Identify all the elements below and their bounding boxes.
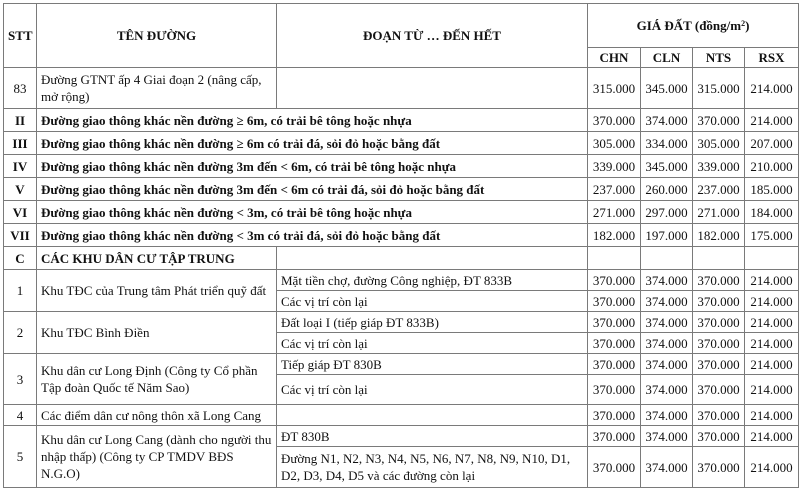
table-row: [4, 270, 799, 291]
value-rsx: 214.000: [745, 405, 799, 426]
value-nts: 370.000: [693, 354, 745, 375]
value-nts: 305.000: [693, 132, 745, 155]
table-row: [4, 405, 799, 426]
row-stt: VI: [4, 201, 37, 224]
header-gia-dat-label: GIÁ ĐẤT (đồng/m: [636, 18, 742, 33]
value-rsx: 214.000: [745, 426, 799, 447]
value-rsx: 214.000: [745, 291, 799, 312]
value-cln: 374.000: [641, 405, 693, 426]
header-rsx: RSX: [745, 48, 799, 68]
row-stt: 3: [4, 354, 37, 405]
value-rsx: 214.000: [745, 333, 799, 354]
value-cln: 374.000: [641, 426, 693, 447]
value-rsx: 214.000: [745, 68, 799, 109]
row-stt: V: [4, 178, 37, 201]
value-nts: 237.000: [693, 178, 745, 201]
row-doan: Đường N1, N2, N3, N4, N5, N6, N7, N8, N9, N10, D1, D2, D3, D4, D5 và các đường còn lại: [277, 447, 588, 488]
value-chn: 370.000: [588, 405, 641, 426]
value-cln: 374.000: [641, 109, 693, 132]
row-stt: II: [4, 109, 37, 132]
row-stt: 83: [4, 68, 37, 109]
value-cln: 374.000: [641, 447, 693, 488]
value-chn: [588, 247, 641, 270]
header-gia-dat-suffix: ): [745, 18, 750, 33]
value-cln: 374.000: [641, 312, 693, 333]
category-row: [4, 109, 799, 132]
row-stt: VII: [4, 224, 37, 247]
category-row: [4, 155, 799, 178]
value-rsx: 214.000: [745, 354, 799, 375]
row-name: Đường giao thông khác nền đường 3m đến < 6m, có trải bê tông hoặc nhựa: [37, 155, 588, 178]
value-chn: 315.000: [588, 68, 641, 109]
table-row: [4, 426, 799, 447]
row-doan: [277, 405, 588, 426]
row-stt: 5: [4, 426, 37, 488]
value-chn: 370.000: [588, 426, 641, 447]
row-name: Đường giao thông khác nền đường ≥ 6m có trải đá, sỏi đỏ hoặc bằng đất: [37, 132, 588, 155]
row-stt: 2: [4, 312, 37, 354]
row-name: Đường giao thông khác nền đường < 3m có trải đá, sỏi đỏ hoặc bằng đất: [37, 224, 588, 247]
row-doan: Tiếp giáp ĐT 830B: [277, 354, 588, 375]
value-rsx: 214.000: [745, 312, 799, 333]
row-name: Đường giao thông khác nền đường 3m đến < 6m có trải đá, sỏi đỏ hoặc bằng đất: [37, 178, 588, 201]
value-chn: 271.000: [588, 201, 641, 224]
value-chn: 370.000: [588, 333, 641, 354]
section-row: [4, 247, 799, 270]
value-nts: 370.000: [693, 426, 745, 447]
value-chn: 237.000: [588, 178, 641, 201]
row-doan: [277, 68, 588, 109]
section-title: CÁC KHU DÂN CƯ TẬP TRUNG: [37, 247, 277, 270]
value-cln: 345.000: [641, 68, 693, 109]
value-cln: [641, 247, 693, 270]
value-nts: [693, 247, 745, 270]
header-nts: NTS: [693, 48, 745, 68]
row-doan: [277, 247, 588, 270]
value-nts: 370.000: [693, 312, 745, 333]
value-chn: 182.000: [588, 224, 641, 247]
value-cln: 374.000: [641, 333, 693, 354]
value-rsx: 214.000: [745, 109, 799, 132]
value-rsx: 210.000: [745, 155, 799, 178]
value-nts: 339.000: [693, 155, 745, 178]
value-nts: 182.000: [693, 224, 745, 247]
row-name: Đường giao thông khác nền đường ≥ 6m, có trải bê tông hoặc nhựa: [37, 109, 588, 132]
value-cln: 374.000: [641, 375, 693, 405]
row-doan: Các vị trí còn lại: [277, 291, 588, 312]
value-rsx: 175.000: [745, 224, 799, 247]
table-row: [4, 68, 799, 109]
header-row: [4, 4, 799, 48]
row-name: Đường GTNT ấp 4 Giai đoạn 2 (nâng cấp, mở rộng): [37, 68, 277, 109]
value-rsx: 214.000: [745, 270, 799, 291]
land-price-table: [3, 3, 799, 488]
value-rsx: 184.000: [745, 201, 799, 224]
row-name: Khu TĐC của Trung tâm Phát triển quỹ đất: [37, 270, 277, 312]
header-ten-duong: TÊN ĐƯỜNG: [37, 4, 277, 68]
value-nts: 370.000: [693, 447, 745, 488]
header-cln: CLN: [641, 48, 693, 68]
category-row: [4, 132, 799, 155]
row-name: Khu TĐC Bình Điền: [37, 312, 277, 354]
value-cln: 197.000: [641, 224, 693, 247]
value-rsx: [745, 247, 799, 270]
value-nts: 370.000: [693, 375, 745, 405]
category-row: [4, 178, 799, 201]
header-stt: STT: [4, 4, 37, 68]
value-cln: 334.000: [641, 132, 693, 155]
value-chn: 370.000: [588, 270, 641, 291]
value-chn: 370.000: [588, 354, 641, 375]
header-gia-dat-sup: 2: [741, 19, 746, 28]
value-rsx: 207.000: [745, 132, 799, 155]
value-rsx: 185.000: [745, 178, 799, 201]
value-cln: 374.000: [641, 354, 693, 375]
value-nts: 370.000: [693, 333, 745, 354]
row-doan: Mặt tiền chợ, đường Công nghiệp, ĐT 833B: [277, 270, 588, 291]
row-stt: 1: [4, 270, 37, 312]
value-chn: 370.000: [588, 109, 641, 132]
value-cln: 297.000: [641, 201, 693, 224]
value-nts: 370.000: [693, 109, 745, 132]
table-row: [4, 312, 799, 333]
header-gia-dat: [588, 4, 799, 48]
value-cln: 374.000: [641, 291, 693, 312]
section-stt: C: [4, 247, 37, 270]
value-rsx: 214.000: [745, 447, 799, 488]
value-nts: 370.000: [693, 270, 745, 291]
row-doan: Các vị trí còn lại: [277, 375, 588, 405]
row-doan: Đất loại I (tiếp giáp ĐT 833B): [277, 312, 588, 333]
value-rsx: 214.000: [745, 375, 799, 405]
row-doan: ĐT 830B: [277, 426, 588, 447]
category-row: [4, 201, 799, 224]
table-row: [4, 354, 799, 375]
header-chn: CHN: [588, 48, 641, 68]
value-chn: 305.000: [588, 132, 641, 155]
value-cln: 374.000: [641, 270, 693, 291]
value-nts: 271.000: [693, 201, 745, 224]
value-cln: 345.000: [641, 155, 693, 178]
value-nts: 370.000: [693, 291, 745, 312]
category-row: [4, 224, 799, 247]
row-doan: Các vị trí còn lại: [277, 333, 588, 354]
value-chn: 339.000: [588, 155, 641, 178]
value-nts: 370.000: [693, 405, 745, 426]
value-chn: 370.000: [588, 312, 641, 333]
row-stt: 4: [4, 405, 37, 426]
row-stt: IV: [4, 155, 37, 178]
value-nts: 315.000: [693, 68, 745, 109]
row-name: Khu dân cư Long Cang (dành cho người thu nhập thấp) (Công ty CP TMDV BĐS N.G.O): [37, 426, 277, 488]
row-name: Khu dân cư Long Định (Công ty Cổ phần Tập đoàn Quốc tế Năm Sao): [37, 354, 277, 405]
value-chn: 370.000: [588, 447, 641, 488]
value-chn: 370.000: [588, 375, 641, 405]
row-name: Đường giao thông khác nền đường < 3m, có trải bê tông hoặc nhựa: [37, 201, 588, 224]
value-chn: 370.000: [588, 291, 641, 312]
row-stt: III: [4, 132, 37, 155]
value-cln: 260.000: [641, 178, 693, 201]
row-name: Các điểm dân cư nông thôn xã Long Cang: [37, 405, 277, 426]
header-doan: ĐOẠN TỪ … ĐẾN HẾT: [277, 4, 588, 68]
